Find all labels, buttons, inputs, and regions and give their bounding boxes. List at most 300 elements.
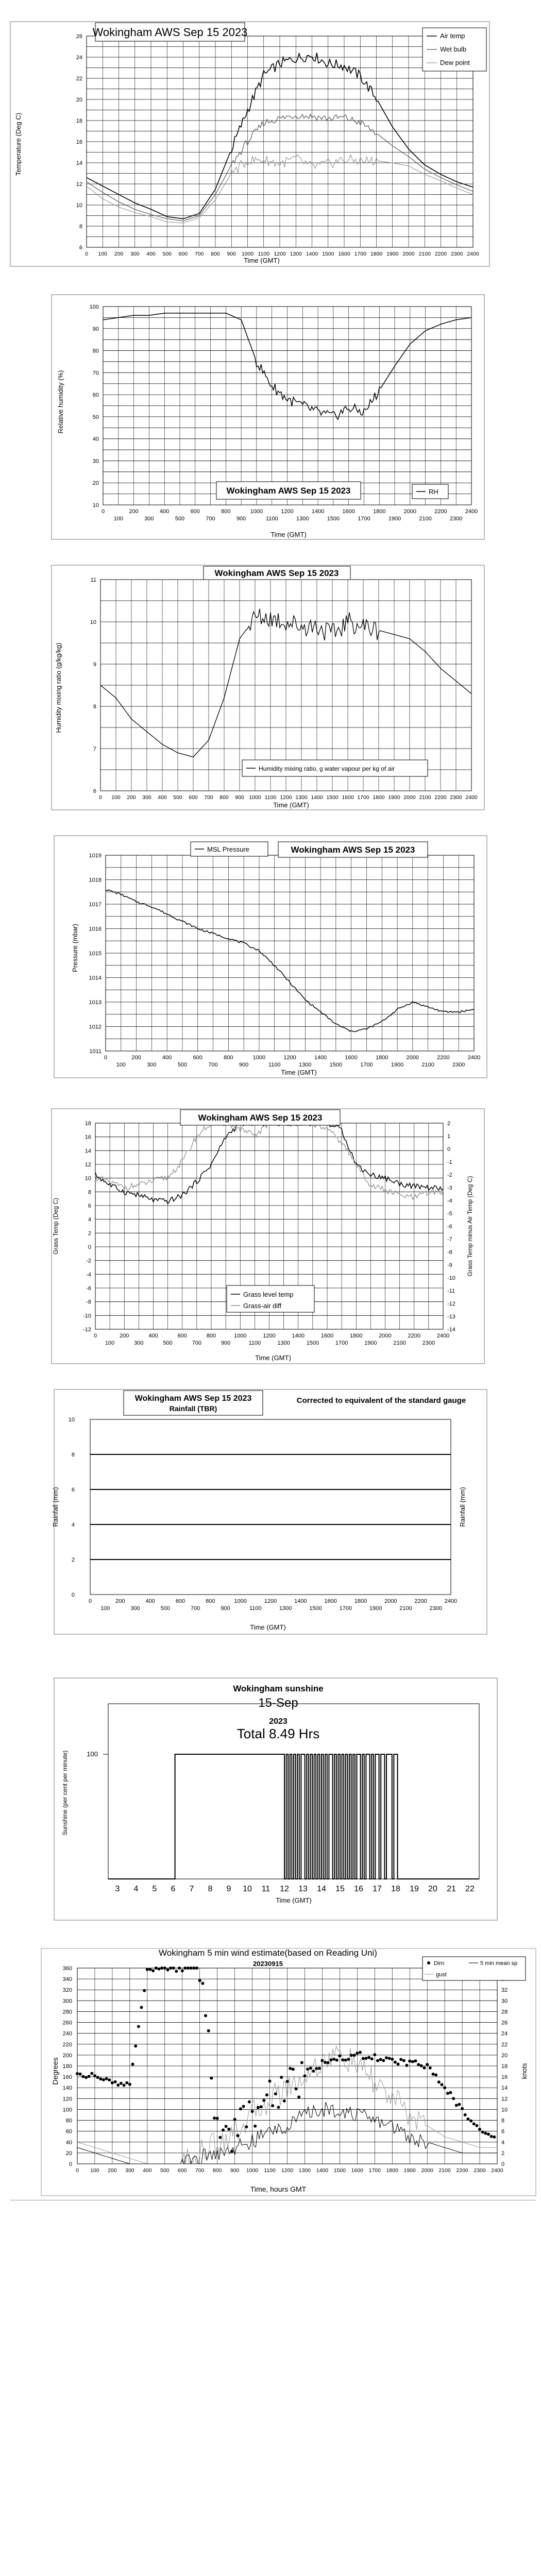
series-point-dirn [76, 2072, 79, 2075]
series-point-dirn [216, 2117, 219, 2120]
x-tick-label: 600 [193, 1055, 202, 1061]
y-tick-label: 14 [501, 2085, 508, 2092]
x-tick-label: 2400 [491, 2167, 503, 2174]
x-tick-label: 1300 [290, 251, 302, 257]
y-tick-label: 24 [76, 55, 82, 61]
y-tick-label: 10 [68, 1417, 75, 1423]
series-point-dirn [472, 2122, 476, 2125]
x-tick-label: 1800 [386, 2167, 398, 2174]
legend-label-pressure: MSL Pressure [207, 845, 249, 853]
series-point-dirn [102, 2078, 105, 2081]
chart-note: Corrected to equivalent of the standard gauge [296, 1396, 466, 1405]
x-tick-label: 2100 [393, 1340, 406, 1346]
chart-border [52, 295, 484, 539]
x-tick-label: 1500 [333, 2167, 346, 2174]
x-tick-label: 1200 [280, 794, 292, 801]
x-tick-label: 1400 [316, 2167, 329, 2174]
wind-chart-panel [0, 1947, 541, 2197]
series-point-dirn [493, 2136, 496, 2139]
series-point-dirn [163, 1967, 166, 1970]
y2-axis-label: knots [520, 2063, 528, 2079]
series-point-dirn [399, 2058, 402, 2061]
x-tick-label: 1900 [369, 1605, 382, 1612]
x-tick-label: 1400 [306, 251, 318, 257]
y-tick-label: 40 [92, 436, 99, 443]
x-tick-label: 800 [206, 1333, 216, 1339]
x-tick-label: 1900 [364, 1340, 377, 1346]
x-tick-label: 1800 [376, 1055, 388, 1061]
x-tick-label: 1200 [264, 1598, 277, 1604]
x-tick-label: 600 [177, 2167, 187, 2174]
series-point-dirn [324, 2061, 327, 2064]
x-tick-label: 19 [410, 1885, 419, 1893]
series-point-dirn [166, 1969, 170, 1972]
grid [87, 36, 473, 247]
x-tick-label: 1600 [342, 794, 354, 801]
legend-label-air-temp: Air temp [440, 32, 465, 40]
y-tick-label: 320 [62, 1987, 72, 1994]
x-tick-label: 200 [120, 1333, 129, 1339]
x-tick-label: 2300 [429, 1605, 443, 1612]
x-tick-label: 2200 [437, 1055, 450, 1061]
series-point-dirn [280, 2076, 283, 2079]
x-tick-label: 1600 [342, 509, 355, 515]
x-tick-label: 1100 [249, 1605, 262, 1612]
y-tick-label: 10 [501, 2107, 508, 2113]
y2-axis-label: Rainfall (mm) [459, 1487, 466, 1527]
y-tick-label: 24 [501, 2030, 508, 2037]
series-point-dirn [99, 2077, 102, 2080]
x-tick-label: 1800 [373, 509, 386, 515]
x-axis-label: Time (GMT) [281, 1069, 317, 1076]
y-tick-label: -7 [447, 1236, 452, 1243]
series-point-dirn [111, 2081, 114, 2084]
series-point-dirn [382, 2059, 385, 2062]
series-point-dirn [332, 2058, 335, 2061]
y-tick-label: 6 [93, 788, 96, 794]
y-tick-label: -10 [447, 1275, 455, 1281]
chart-subtitle: Rainfall (TBR) [169, 1404, 217, 1413]
y-tick-label: 12 [84, 1162, 91, 1168]
x-tick-label: 1100 [258, 251, 270, 257]
series-point-dirn [257, 2106, 260, 2109]
x-tick-label: 900 [221, 1340, 231, 1346]
chart-title: Wokingham AWS Sep 15 2023 [92, 26, 248, 39]
y-tick-label: 11 [90, 577, 96, 583]
series-point-dirn [242, 2105, 245, 2108]
x-tick-label: 2100 [421, 1062, 434, 1068]
y-tick-label: 8 [71, 1452, 75, 1458]
series-point-dirn [125, 2081, 128, 2084]
x-tick-label: 12 [280, 1885, 289, 1893]
x-tick-label: 1700 [339, 1605, 352, 1612]
x-tick-label: 400 [146, 251, 156, 257]
series-point-dirn [327, 2061, 330, 2064]
x-tick-label: 1000 [234, 1333, 247, 1339]
y-tick-label: 16 [84, 1134, 91, 1141]
series-point-dirn [195, 1967, 198, 1970]
series-point-dirn [140, 2006, 143, 2009]
x-tick-label: 500 [175, 516, 185, 522]
x-tick-label: 2400 [444, 1598, 458, 1604]
x-tick-label: 2400 [465, 509, 478, 515]
y-tick-label: 2 [88, 1230, 91, 1237]
y-tick-label: 0 [88, 1244, 91, 1250]
y-tick-label: -2 [86, 1258, 91, 1264]
x-tick-label: 200 [129, 509, 139, 515]
x-tick-label: 1700 [368, 2167, 381, 2174]
x-tick-label: 900 [239, 1062, 249, 1068]
x-tick-label: 2300 [449, 516, 463, 522]
series-point-dirn [289, 2067, 292, 2070]
series-point-dirn [207, 2029, 210, 2032]
x-tick-label: 2100 [399, 1605, 412, 1612]
series-point-dirn [271, 2104, 274, 2107]
series-point-dirn [222, 2128, 225, 2131]
humidity-chart-panel [0, 294, 541, 541]
legend-label-rh: RH [429, 488, 438, 496]
legend-label-dirn: Dirn [434, 1960, 445, 1967]
series-point-dirn [411, 2060, 414, 2063]
chart-title: Wokingham AWS Sep 15 2023 [198, 1113, 323, 1123]
series-point-dirn [292, 2067, 295, 2071]
series-point-dirn [84, 2076, 88, 2079]
x-tick-label: 2200 [408, 1333, 420, 1339]
x-tick-label: 700 [208, 1062, 218, 1068]
pressure-chart-panel [0, 835, 541, 1079]
y-tick-label: 10 [76, 202, 82, 209]
x-tick-label: 1400 [314, 1055, 327, 1061]
series-point-dirn [469, 2120, 472, 2123]
x-tick-label: 1300 [295, 794, 308, 801]
x-tick-label: 900 [230, 2167, 240, 2174]
series-point-dirn [388, 2057, 391, 2060]
series-point-dirn [158, 1968, 161, 1971]
series-point-dirn [131, 2063, 134, 2066]
x-tick-label: 22 [465, 1885, 475, 1893]
series-point-dirn [318, 2067, 321, 2070]
y-axis-label: Sunshine (per cent per minute) [61, 1750, 69, 1836]
y-tick-label: 16 [501, 2074, 508, 2081]
series-point-dirn [286, 2080, 289, 2083]
chart-title: Wokingham AWS Sep 15 2023 [134, 1394, 252, 1403]
x-tick-label: 1300 [299, 1062, 312, 1068]
x-tick-label: 300 [144, 516, 154, 522]
series-point-dirn [262, 2099, 265, 2102]
x-tick-label: 1200 [281, 2167, 294, 2174]
series-point-dirn [420, 2064, 423, 2067]
series-point-dirn [123, 2084, 126, 2087]
legend-label-grass-diff: Grass-air diff [243, 1302, 282, 1310]
y-tick-label: 6 [79, 245, 82, 251]
y-tick-label: 4 [501, 2139, 505, 2146]
series-point-dirn [329, 2058, 332, 2061]
y-tick-label: 70 [92, 370, 99, 377]
x-tick-label: 1500 [322, 251, 334, 257]
series-point-dirn [116, 2083, 120, 2087]
x-tick-label: 8 [208, 1885, 213, 1893]
x-tick-label: 16 [354, 1885, 363, 1893]
series-point-dirn [408, 2060, 411, 2063]
series-point-dirn [81, 2075, 84, 2078]
y-tick-label: 9 [93, 662, 96, 668]
y-tick-label: 20 [92, 480, 99, 487]
series-point-dirn [344, 2059, 347, 2062]
x-tick-label: 300 [130, 1605, 140, 1612]
series-point-dirn [79, 2073, 82, 2076]
y-tick-label: 28 [501, 2009, 508, 2015]
chart-title: Wokingham AWS Sep 15 2023 [291, 845, 415, 855]
series-point-dirn [227, 2128, 230, 2131]
x-tick-label: 0 [93, 1333, 97, 1339]
series-point-dirn [405, 2064, 409, 2067]
y-axis-label: Grass Temp (Deg C) [52, 1198, 59, 1255]
x-tick-label: 800 [211, 251, 220, 257]
x-tick-label: 15 [335, 1885, 345, 1893]
series-point-dirn [385, 2056, 388, 2059]
x-tick-label: 11 [261, 1885, 270, 1893]
series-point-dirn [362, 2057, 365, 2060]
series-point-dirn [172, 1967, 175, 1970]
y-tick-label: 6 [88, 1203, 91, 1209]
series-point-dirn [265, 2093, 268, 2096]
y-tick-label: 8 [79, 224, 82, 230]
y-tick-label: 20 [65, 2150, 72, 2157]
x-axis-label: Time (GMT) [250, 1623, 286, 1631]
series-point-dirn [213, 2116, 216, 2120]
x-tick-label: 1600 [320, 1333, 334, 1339]
series-point-dirn [253, 2125, 257, 2128]
x-tick-label: 2000 [384, 1598, 397, 1604]
series-point-dirn [248, 2100, 251, 2104]
x-tick-label: 300 [142, 794, 151, 801]
y-tick-label: 1014 [89, 975, 102, 981]
y-tick-label: 8 [93, 704, 96, 710]
series-point-dirn [350, 2054, 353, 2057]
legend-label-grass-temp: Grass level temp [243, 1291, 294, 1298]
x-tick-label: 300 [147, 1062, 157, 1068]
series-point-dirn [192, 1967, 195, 1970]
y-tick-label: 22 [501, 2041, 508, 2048]
chart-border [52, 1109, 484, 1364]
x-tick-label: 2300 [474, 2167, 486, 2174]
series-point-dirn [394, 2061, 397, 2064]
series-point-dirn [338, 2054, 341, 2057]
y-tick-label: 2 [447, 1121, 451, 1127]
legend-swatch-dirn [427, 1961, 430, 1964]
x-tick-label: 2200 [434, 251, 447, 257]
series-point-dirn [359, 2051, 362, 2054]
x-tick-label: 300 [134, 1340, 144, 1346]
series-point-dirn [452, 2097, 455, 2100]
x-tick-label: 0 [85, 251, 88, 257]
x-axis-label: Time (GMT) [273, 801, 309, 809]
y-tick-label: 140 [62, 2085, 72, 2092]
x-tick-label: 3 [115, 1885, 120, 1893]
x-tick-label: 600 [178, 251, 188, 257]
x-tick-label: 2200 [434, 509, 447, 515]
x-tick-label: 1900 [403, 2167, 416, 2174]
series-point-dirn [297, 2095, 300, 2098]
y-tick-label: 7 [93, 746, 96, 752]
x-tick-label: 1900 [388, 794, 400, 801]
x-tick-label: 300 [130, 251, 140, 257]
x-tick-label: 500 [173, 794, 182, 801]
x-tick-label: 400 [158, 794, 167, 801]
x-tick-label: 500 [160, 2167, 170, 2174]
y-tick-label: -9 [447, 1262, 452, 1268]
x-axis-label: Time (GMT) [244, 257, 280, 264]
series-point-dirn [370, 2057, 374, 2060]
temperature-chart-panel [0, 21, 541, 268]
series-point-dirn [347, 2058, 350, 2061]
x-tick-label: 2200 [434, 794, 447, 801]
x-tick-label: 700 [206, 516, 215, 522]
series-point-dirn [175, 1970, 178, 1973]
series-point-dirn [309, 2066, 312, 2070]
y-tick-label: 360 [62, 1965, 72, 1972]
y-tick-label: 40 [65, 2139, 72, 2146]
chart-year: 2023 [269, 1717, 288, 1726]
y-tick-label: 160 [62, 2074, 72, 2081]
series-point-dirn [490, 2135, 493, 2138]
y-tick-label: 14 [84, 1148, 91, 1155]
x-tick-label: 1000 [246, 2167, 259, 2174]
series-point-dirn [190, 1967, 193, 1970]
series-point-dirn [134, 2044, 137, 2047]
y-tick-label: 0 [447, 1146, 451, 1153]
x-tick-label: 0 [88, 1598, 92, 1604]
y-tick-label: -8 [447, 1249, 452, 1256]
x-tick-label: 400 [159, 509, 170, 515]
series-point-dirn [320, 2059, 324, 2062]
series-point-dirn [114, 2080, 117, 2083]
x-tick-label: 900 [235, 794, 244, 801]
x-tick-label: 2400 [467, 1055, 481, 1061]
y-tick-label: 50 [92, 414, 99, 420]
x-tick-label: 400 [162, 1055, 172, 1061]
x-tick-label: 100 [105, 1340, 115, 1346]
legend-label-dew-point: Dew point [440, 59, 470, 66]
series-point-dirn [356, 2052, 359, 2055]
x-tick-label: 0 [101, 509, 105, 515]
series-point-dirn [105, 2077, 108, 2080]
series-point-dirn [204, 2014, 207, 2017]
x-tick-label: 300 [125, 2167, 134, 2174]
x-tick-label: 1200 [263, 1333, 276, 1339]
y-tick-label: 80 [65, 2117, 72, 2124]
y-tick-label: 260 [62, 2020, 72, 2026]
x-tick-label: 2300 [450, 794, 462, 801]
series-point-dirn [183, 1967, 187, 1970]
x-tick-label: 200 [127, 794, 136, 801]
series-point-dirn [245, 2125, 248, 2128]
pressure-chart [0, 835, 541, 1079]
y-tick-label: 1019 [89, 853, 102, 859]
y-tick-label: -5 [447, 1211, 452, 1217]
y-tick-label: 8 [501, 2117, 505, 2124]
y-tick-label: 240 [62, 2030, 72, 2037]
x-tick-label: 800 [219, 794, 229, 801]
sunshine-chart [0, 1677, 541, 1922]
y-tick-label: 220 [62, 2041, 72, 2048]
series-point-dirn [487, 2133, 490, 2136]
legend-label-gust: gust [436, 1972, 447, 1978]
x-tick-label: 2100 [419, 516, 432, 522]
x-tick-label: 2100 [419, 794, 431, 801]
x-tick-label: 2000 [403, 509, 417, 515]
x-tick-label: 2400 [465, 794, 478, 801]
series-point-dirn [466, 2117, 469, 2121]
series-point-dirn [251, 2110, 254, 2113]
series-point-dirn [437, 2080, 441, 2083]
y-tick-label: 300 [62, 1998, 72, 2005]
y-tick-label: 1011 [89, 1048, 102, 1055]
x-tick-label: 20 [428, 1885, 437, 1893]
x-tick-label: 100 [111, 794, 121, 801]
y-tick-label: 120 [62, 2096, 72, 2103]
chart-border [41, 1948, 536, 2196]
series-point-dirn [143, 1989, 146, 1992]
series-point-dirn [312, 2070, 315, 2073]
x-tick-label: 1100 [264, 2167, 276, 2174]
x-tick-label: 13 [298, 1885, 308, 1893]
y-tick-label: 22 [76, 76, 82, 82]
series-point-dirn [455, 2104, 458, 2107]
series-point-dirn [181, 1969, 184, 1972]
x-tick-label: 1800 [354, 1598, 367, 1604]
y-axis-label: Humidity mixing ratio (g/kg/kg) [55, 642, 62, 733]
x-tick-label: 1100 [264, 794, 277, 801]
x-tick-label: 2200 [456, 2167, 468, 2174]
series-point-dirn [225, 2125, 228, 2128]
series-point-dirn [458, 2103, 461, 2106]
series-point-dirn [464, 2113, 467, 2116]
y-tick-label: 90 [92, 326, 99, 332]
x-tick-label: 1700 [335, 1340, 348, 1346]
series-point-dirn [353, 2054, 356, 2057]
x-tick-label: 400 [148, 1333, 158, 1339]
y-tick-label: 200 [62, 2052, 72, 2059]
y-tick-label: 12 [501, 2096, 508, 2103]
x-tick-label: 1300 [298, 2167, 311, 2174]
x-tick-label: 1000 [250, 509, 263, 515]
chart-date: 15-Sep [258, 1696, 298, 1710]
series-point-dirn [397, 2063, 400, 2066]
series-point-dirn [120, 2082, 123, 2085]
series-point-dirn [379, 2058, 382, 2061]
x-tick-label: 1800 [373, 794, 385, 801]
x-tick-label: 900 [221, 1605, 230, 1612]
y2-axis-label: Grass Temp minus Air Temp (Deg C) [466, 1176, 474, 1277]
y-tick-label: 20 [76, 97, 82, 103]
series-point-dirn [461, 2107, 464, 2110]
y-tick-label: -6 [447, 1224, 452, 1230]
x-tick-label: 1500 [309, 1605, 322, 1612]
x-axis-label: Time (GMT) [255, 1354, 291, 1362]
x-tick-label: 600 [190, 509, 200, 515]
y-tick-label: 60 [92, 392, 99, 399]
x-tick-label: 100 [116, 1062, 126, 1068]
x-tick-label: 2100 [438, 2167, 451, 2174]
y-axis-label: Relative humidity (%) [57, 370, 64, 434]
x-tick-label: 600 [177, 1333, 187, 1339]
x-tick-label: 1700 [358, 516, 370, 522]
series-point-dirn [160, 1967, 163, 1970]
x-tick-label: 500 [160, 1605, 171, 1612]
series-point-dirn [367, 2056, 370, 2059]
x-tick-label: 1600 [324, 1598, 337, 1604]
